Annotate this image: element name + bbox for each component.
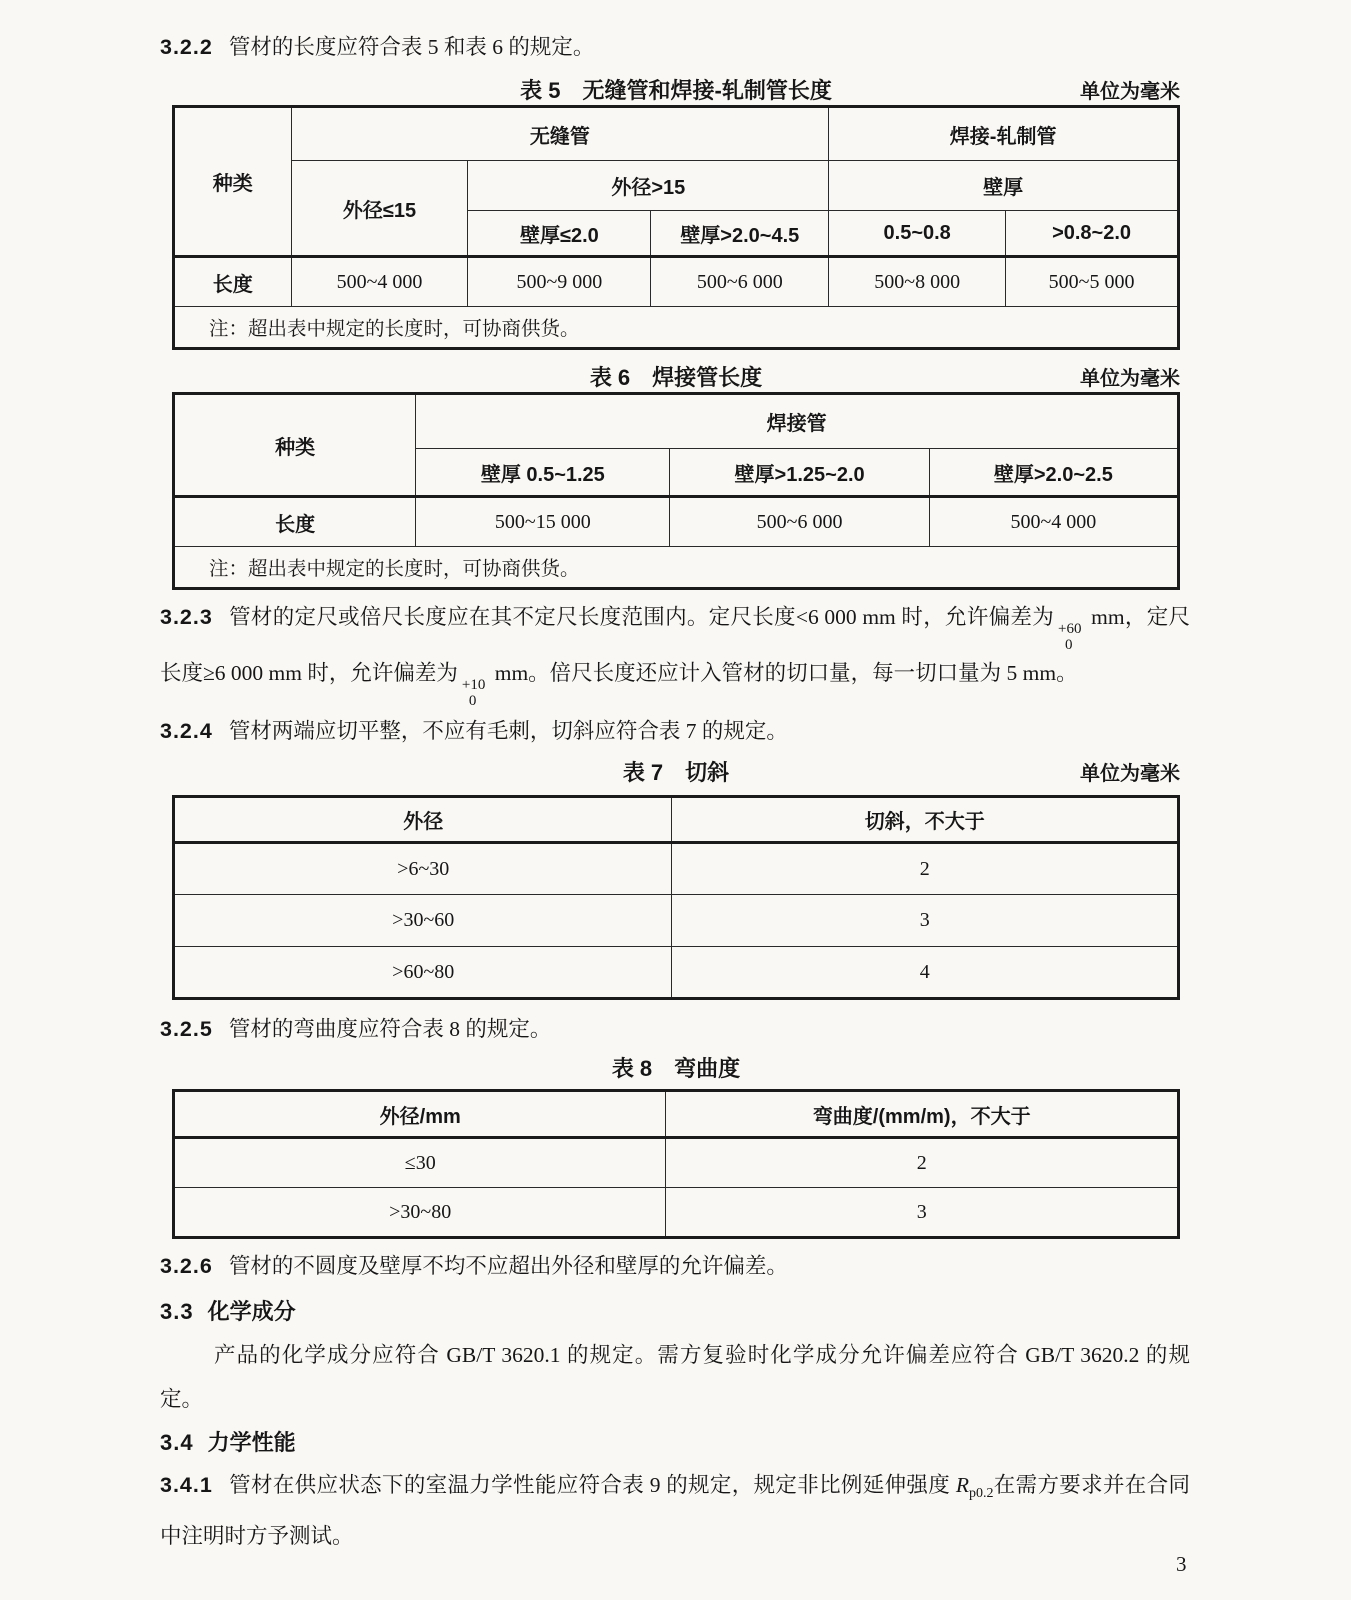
t5-value: 500~9 000 bbox=[468, 257, 651, 307]
table-8 bbox=[172, 1089, 1180, 1239]
page-number: 3 bbox=[1176, 1552, 1187, 1576]
clause-3-3-body bbox=[160, 1333, 1190, 1421]
table8-caption bbox=[172, 1055, 1180, 1083]
tolerance-plus10-0: +10 0 bbox=[461, 677, 486, 709]
clause-number: 3.2.6 bbox=[160, 1254, 213, 1278]
clause-text: 管材的长度应符合表 5 和表 6 的规定。 bbox=[228, 35, 595, 59]
t5-value: 500~4 000 bbox=[291, 257, 468, 307]
table6-caption bbox=[172, 364, 1180, 392]
t5-header-od-le15: 外径≤15 bbox=[291, 161, 468, 257]
t6-header-welded: 焊接管 bbox=[416, 394, 1179, 449]
t5-header-kind: 种类 bbox=[174, 107, 292, 257]
clause-text: 管材的定尺或倍尺长度应在其不定尺长度范围内。定尺长度<6 000 mm 时，允许偏差为 bbox=[228, 605, 1055, 629]
t8-value: 2 bbox=[666, 1138, 1179, 1188]
tolerance-plus60-0: +60 0 bbox=[1058, 621, 1082, 653]
table-row bbox=[174, 394, 1179, 449]
table-row bbox=[174, 1091, 1179, 1138]
table6-zone bbox=[172, 364, 1180, 590]
table7-zone bbox=[172, 759, 1180, 1000]
table7-title: 表 7 切斜 bbox=[622, 760, 730, 785]
r-subscript: p0.2 bbox=[968, 1486, 994, 1501]
clause-text: 管材在供应状态下的室温力学性能应符合表 9 的规定，规定非比例延伸强度 bbox=[228, 1473, 956, 1497]
table-row bbox=[174, 1138, 1179, 1188]
clause-number: 3.2.5 bbox=[160, 1017, 213, 1041]
clause-3-2-5 bbox=[160, 1008, 1190, 1051]
t7-value: 4 bbox=[672, 947, 1179, 999]
t6-note: 注：超出表中规定的长度时，可协商供货。 bbox=[174, 547, 1179, 589]
t7-od: >6~30 bbox=[174, 843, 672, 895]
table7-unit-label: 单位为毫米 bbox=[1080, 763, 1180, 785]
clause-3-2-4 bbox=[160, 710, 1190, 753]
table-row bbox=[174, 895, 1179, 947]
t8-value: 3 bbox=[666, 1188, 1179, 1238]
t5-header-wall-05-08: 0.5~0.8 bbox=[829, 211, 1006, 257]
t6-value: 500~6 000 bbox=[670, 497, 929, 547]
table5-unit-label: 单位为毫米 bbox=[1080, 81, 1180, 103]
clause-3-4-1 bbox=[160, 1464, 1190, 1558]
t7-header-od: 外径 bbox=[174, 797, 672, 843]
table-row bbox=[174, 947, 1179, 999]
clause-text: 管材的不圆度及壁厚不均不应超出外径和壁厚的允许偏差。 bbox=[228, 1254, 788, 1278]
clause-text: mm。倍尺长度还应计入管材的切口量，每一切口量为 5 mm。 bbox=[489, 661, 1078, 685]
clause-number: 3.4 bbox=[160, 1430, 194, 1455]
t5-header-wall-gt20-45: 壁厚>2.0~4.5 bbox=[651, 211, 829, 257]
table-row bbox=[174, 797, 1179, 843]
clause-text: 管材两端应切平整，不应有毛刺，切斜应符合表 7 的规定。 bbox=[228, 719, 788, 743]
t5-row-label: 长度 bbox=[174, 257, 292, 307]
table-row bbox=[174, 257, 1179, 307]
t6-header-wall-gt20-25: 壁厚>2.0~2.5 bbox=[929, 449, 1178, 497]
table-6 bbox=[172, 392, 1180, 590]
clause-text: mm，定尺长度≥6 000 mm 时，允许偏差为 bbox=[160, 605, 1190, 685]
table-7 bbox=[172, 795, 1180, 1000]
t7-value: 3 bbox=[672, 895, 1179, 947]
table8-zone bbox=[172, 1055, 1180, 1239]
clause-number: 3.4.1 bbox=[160, 1473, 213, 1497]
t8-header-bend: 弯曲度/(mm/m)，不大于 bbox=[666, 1091, 1179, 1138]
t5-header-wall-gt08-20: >0.8~2.0 bbox=[1006, 211, 1179, 257]
t5-header-wall-le20: 壁厚≤2.0 bbox=[468, 211, 651, 257]
t7-od: >60~80 bbox=[174, 947, 672, 999]
table5-caption bbox=[172, 77, 1180, 105]
table-row bbox=[174, 107, 1179, 161]
clause-3-2-3 bbox=[160, 596, 1190, 708]
t6-header-wall-gt125-20: 壁厚>1.25~2.0 bbox=[670, 449, 929, 497]
t6-header-kind: 种类 bbox=[174, 394, 416, 497]
table7-caption bbox=[172, 759, 1180, 787]
t6-value: 500~15 000 bbox=[416, 497, 670, 547]
clause-number: 3.2.3 bbox=[160, 605, 213, 629]
clause-title: 力学性能 bbox=[207, 1430, 296, 1455]
t5-header-od-gt15: 外径>15 bbox=[468, 161, 829, 211]
table6-unit-label: 单位为毫米 bbox=[1080, 368, 1180, 390]
clause-text: 管材的弯曲度应符合表 8 的规定。 bbox=[228, 1017, 552, 1041]
t7-value: 2 bbox=[672, 843, 1179, 895]
table5-zone bbox=[172, 77, 1180, 350]
clause-number: 3.2.4 bbox=[160, 719, 213, 743]
clause-text: 在需方要求并在合同中注明时方予测试。 bbox=[160, 1473, 1190, 1548]
t6-header-wall-05-125: 壁厚 0.5~1.25 bbox=[416, 449, 670, 497]
clause-3-3-heading bbox=[160, 1290, 1190, 1333]
t8-od: ≤30 bbox=[174, 1138, 666, 1188]
t5-value: 500~5 000 bbox=[1006, 257, 1179, 307]
t7-header-skew: 切斜，不大于 bbox=[672, 797, 1179, 843]
table-row bbox=[174, 161, 1179, 211]
clause-number: 3.2.2 bbox=[160, 35, 213, 59]
table-row bbox=[174, 307, 1179, 349]
t6-value: 500~4 000 bbox=[929, 497, 1178, 547]
clause-title: 化学成分 bbox=[207, 1299, 296, 1324]
t7-od: >30~60 bbox=[174, 895, 672, 947]
t5-value: 500~6 000 bbox=[651, 257, 829, 307]
table-row bbox=[174, 843, 1179, 895]
t5-header-wall: 壁厚 bbox=[829, 161, 1179, 211]
t5-header-welded-rolled: 焊接-轧制管 bbox=[829, 107, 1179, 161]
t8-od: >30~80 bbox=[174, 1188, 666, 1238]
clause-text: 产品的化学成分应符合 GB/T 3620.1 的规定。需方复验时化学成分允许偏差应符合 GB/T 3620.2 的规定。 bbox=[160, 1343, 1190, 1411]
t8-header-od: 外径/mm bbox=[174, 1091, 666, 1138]
clause-3-4-heading bbox=[160, 1421, 1190, 1464]
table6-title: 表 6 焊接管长度 bbox=[589, 365, 763, 390]
clause-3-2-2 bbox=[160, 26, 1190, 69]
table-row bbox=[174, 547, 1179, 589]
r-symbol: R bbox=[955, 1473, 969, 1497]
clause-3-2-6 bbox=[160, 1245, 1190, 1288]
table-row bbox=[174, 1188, 1179, 1238]
t5-value: 500~8 000 bbox=[829, 257, 1006, 307]
t5-note: 注：超出表中规定的长度时，可协商供货。 bbox=[174, 307, 1179, 349]
t5-header-seamless: 无缝管 bbox=[291, 107, 829, 161]
table5-title: 表 5 无缝管和焊接-轧制管长度 bbox=[520, 78, 832, 103]
table8-title: 表 8 弯曲度 bbox=[611, 1056, 741, 1081]
table-5 bbox=[172, 105, 1180, 350]
clause-number: 3.3 bbox=[160, 1299, 194, 1324]
table-row bbox=[174, 497, 1179, 547]
t6-row-label: 长度 bbox=[174, 497, 416, 547]
